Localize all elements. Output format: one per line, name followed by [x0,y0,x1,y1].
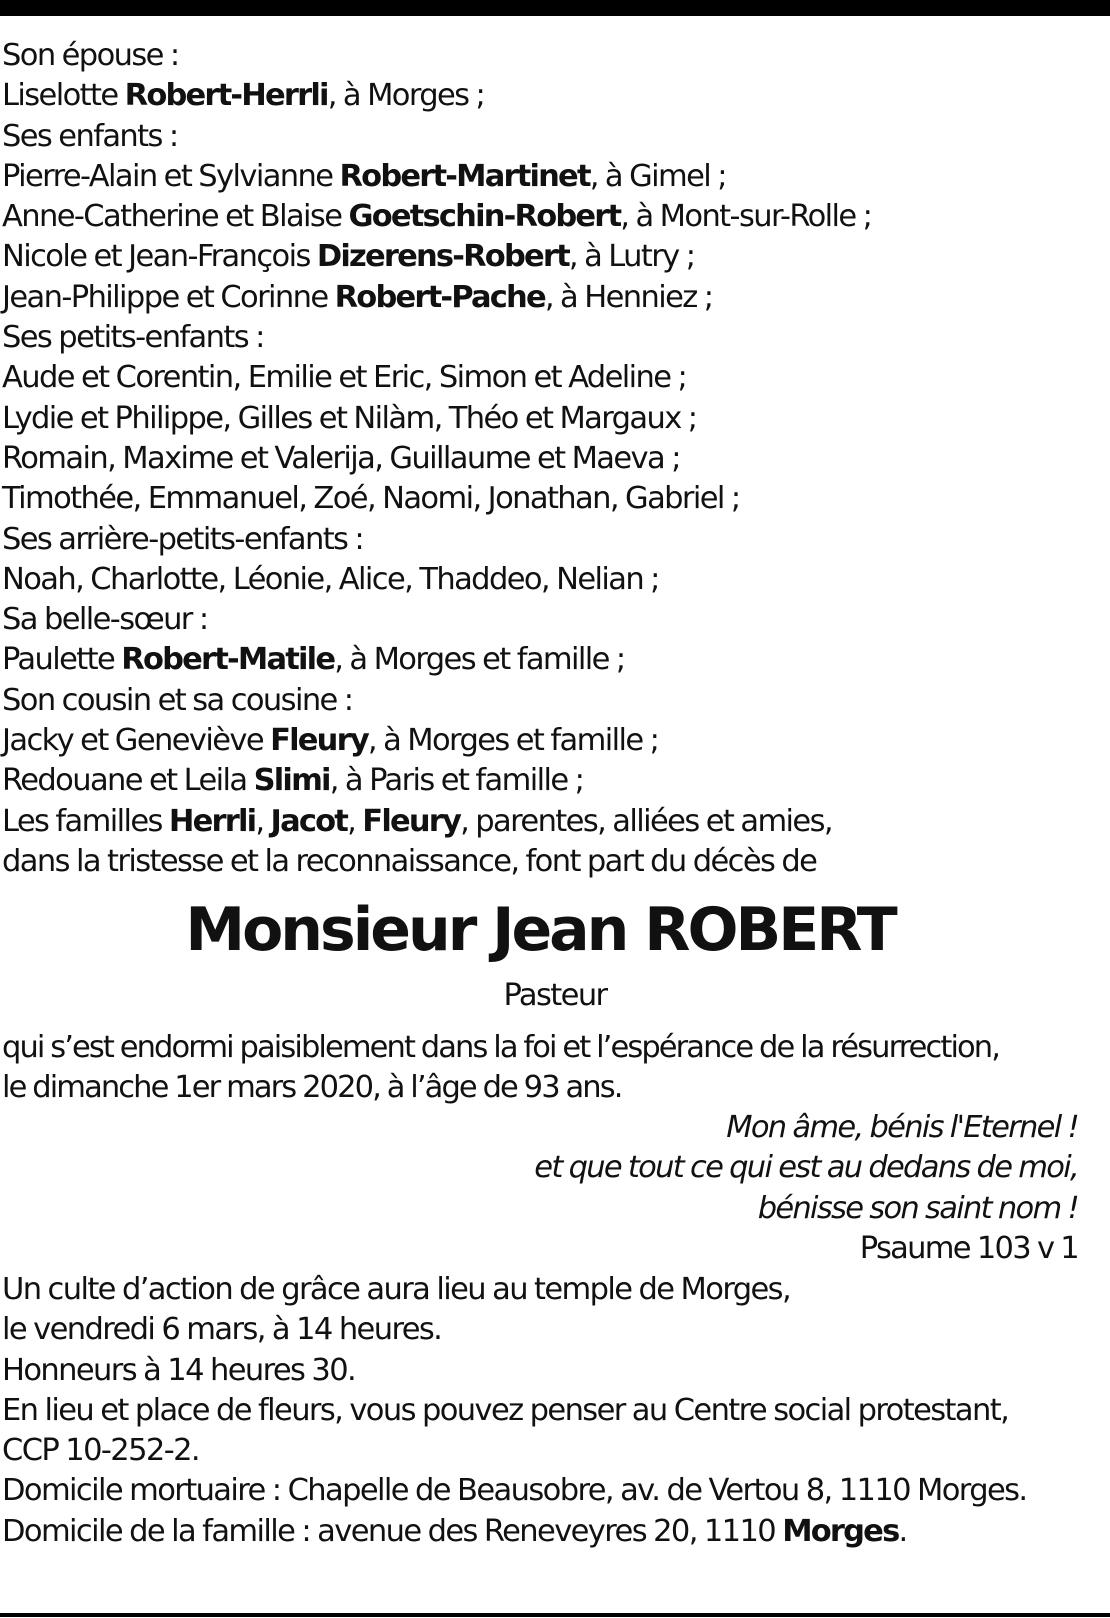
bottom-border-rule [0,1613,1110,1617]
family-name-bold: Dizerens-Robert [316,239,569,275]
family-line [2,36,1102,76]
text-segment: le dimanche 1er mars 2020, à l’âge de 93 ans. [2,1070,622,1106]
death-announcement [2,1028,1106,1109]
announcement-line [2,1028,1106,1068]
family-line [2,560,1102,600]
text-segment: Ses enfants : [2,118,178,154]
text-segment: , à Morges et famille ; [334,642,625,678]
text-segment: Ses arrière-petits-enfants : [2,521,364,557]
text-segment: Son cousin et sa cousine : [2,682,353,718]
family-line [2,439,1102,479]
family-name-bold: Morges [782,1513,899,1549]
text-segment: dans la tristesse et la reconnaissance, font part du décès de [2,843,817,879]
deceased-title: Pasteur [503,978,607,1013]
family-line [2,117,1102,157]
service-line [2,1351,1106,1391]
text-segment: Domicile mortuaire : Chapelle de Beausobre, av. de Vertou 8, 1110 Morges. [2,1473,1027,1509]
text-segment: , à Morges ; [327,78,485,114]
family-list [2,36,1102,882]
verse-line: Mon âme, bénis l'Eternel ! [726,1110,1078,1145]
text-segment: , à Mont-sur-Rolle ; [620,199,872,235]
text-segment: Domicile de la famille : avenue des Reneveyres 20, 1110 [2,1513,783,1549]
text-segment: Anne-Catherine et Blaise [2,199,349,235]
text-segment: Romain, Maxime et Valerija, Guillaume et Maeva ; [2,440,680,476]
text-segment: . [898,1513,907,1549]
deceased-name: Monsieur Jean ROBERT [185,895,895,965]
text-segment: Lydie et Philippe, Gilles et Nilàm, Théo et Margaux ; [2,400,697,436]
family-name-bold: Fleury [362,803,461,839]
family-name-bold: Goetschin-Robert [348,199,621,235]
family-name-bold: Robert-Herrli [124,78,328,114]
family-line [2,640,1102,680]
service-details [2,1270,1106,1552]
text-segment: , à Lutry ; [568,239,695,275]
family-name-bold: Robert-Martinet [339,158,590,194]
text-segment: Jean-Philippe et Corinne [2,279,335,315]
family-line [2,399,1102,439]
family-name-bold: Robert-Pache [334,279,545,315]
text-segment: , à Henniez ; [544,279,713,315]
text-segment: En lieu et place de fleurs, vous pouvez penser au Centre social protestant, [2,1392,1009,1428]
text-segment: , [347,803,363,839]
family-line [2,681,1102,721]
family-line [2,802,1102,842]
text-segment: , [255,803,271,839]
family-name-bold: Herrli [168,803,256,839]
text-segment: Honneurs à 14 heures 30. [2,1352,356,1388]
text-segment: Son épouse : [2,38,179,73]
text-segment: Nicole et Jean-François [2,239,317,275]
text-segment: Paulette [2,642,122,678]
family-line [2,479,1102,519]
text-segment: Noah, Charlotte, Léonie, Alice, Thaddeo, Nelian ; [2,561,659,597]
family-name-bold: Fleury [270,723,368,759]
service-line [2,1391,1106,1431]
text-segment: Un culte d’action de grâce aura lieu au temple de Morges, [2,1272,791,1307]
service-line [2,1431,1106,1471]
family-line [2,237,1102,277]
service-line [2,1471,1106,1511]
family-name-bold: Jacot [270,803,348,839]
service-line [2,1270,1106,1310]
family-name-bold: Slimi [253,763,330,799]
family-line [2,197,1102,237]
text-segment: CCP 10-252-2. [2,1433,200,1469]
text-segment: Aude et Corentin, Emilie et Eric, Simon et Adeline ; [2,360,687,396]
text-segment: , à Morges et famille ; [367,723,659,759]
text-segment: Pierre-Alain et Sylvianne [2,158,340,194]
family-name-bold: Robert-Matile [121,642,335,678]
service-line [2,1512,1106,1552]
bible-verse [278,1108,1078,1269]
text-segment: Ses petits-enfants : [2,320,264,356]
verse-line: et que tout ce qui est au dedans de moi, [534,1150,1078,1186]
text-segment: qui s’est endormi paisiblement dans la foi et l’espérance de la résurrection, [2,1030,1000,1065]
family-line [2,520,1102,560]
family-line [2,76,1102,116]
family-line [2,721,1102,761]
family-line [2,318,1102,358]
text-segment: Timothée, Emmanuel, Zoé, Naomi, Jonathan, Gabriel ; [2,481,740,517]
family-line [2,761,1102,801]
text-segment: , parentes, alliées et amies, [460,803,832,839]
family-line [2,358,1102,398]
top-border-rule [0,0,1110,16]
text-segment: , à Gimel ; [589,158,726,194]
text-segment: Redouane et Leila [2,763,254,799]
text-segment: Les familles [2,803,169,839]
text-segment: , à Paris et famille ; [329,763,584,799]
text-segment: Liselotte [2,78,125,114]
service-line [2,1310,1106,1350]
family-line [2,157,1102,197]
verse-reference: Psaume 103 v 1 [859,1230,1078,1266]
family-line [2,842,1102,882]
text-segment: Jacky et Geneviève [2,723,271,759]
verse-line: bénisse son saint nom ! [757,1190,1078,1226]
text-segment: Sa belle-sœur : [2,602,208,638]
family-line [2,600,1102,640]
announcement-line [2,1068,1106,1108]
family-line [2,278,1102,318]
text-segment: le vendredi 6 mars, à 14 heures. [2,1312,442,1348]
